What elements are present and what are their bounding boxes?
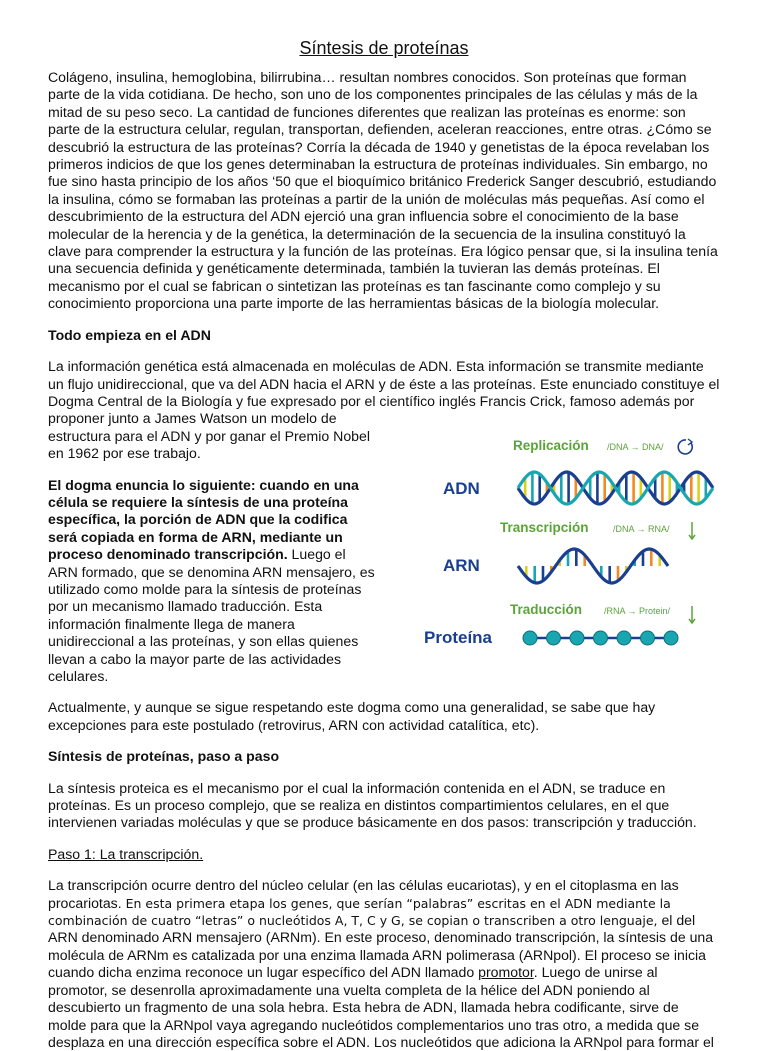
amino-acid-bead [594,631,608,645]
transcription-paragraph [48,877,720,1051]
amino-acid-bead [664,631,678,645]
heading-paso-a-paso: Síntesis de proteínas, paso a paso [48,748,280,765]
protein-bead-chain [523,631,678,645]
amino-acid-bead [641,631,655,645]
trans-text-c: el del ARN denominado ARN mensajero (ARNm). En este proceso, denominado transcripción, la síntesis de una molécula de ARNm es catalizada por una enzima llamada ARN polimerasa (ARNpol). El proceso se inicia cuando dicha enzima reconoce un lugar específico del ADN llamado [48,912,714,981]
document-page [48,38,720,1051]
dogma-diagram [418,426,718,656]
helix-strand [518,549,668,583]
dogma-paragraph [48,477,378,686]
label-proteina: Proteína [424,627,493,647]
dna-helix [518,472,713,504]
promotor-term: promotor [478,964,534,981]
exceptions-paragraph: Actualmente, y aunque se sigue respetando este dogma como una generalidad, se sabe que hay excepciones para este postulado (retrovirus, ARN con actividad catalítica, etc). [48,699,656,733]
figure-section [48,358,720,685]
intro-paragraph: Colágeno, insulina, hemoglobina, bilirrubina… resultan nombres conocidos. Son proteínas que forman parte de la vida cotidiana. De hecho, son uno de los componentes principales de las células y más de la mitad de su peso seco. La cantidad de funciones diferentes que realizan las proteínas es enorme: son parte de la estructura celular, regulan, transportan, defienden, aceleran reacciones, entre otras. ¿Cómo se descubrió la estructura de las proteínas? Corría la década de 1940 y genetistas de la época revelaban los primeros indicios de que los genes determinaban la estructura de proteínas individuales. Sin embargo, no fue sino hasta principio de los años ‘50 que el bioquímico británico Frederick Sanger descubrió, estudiando la insulina, cómo se formaban las proteínas a partir de la unión de moléculas más pequeñas. Así como el descubrimiento de la estructura del ADN ejerció una gran influencia sobre el conocimiento de la base molecular de la herencia y de la genética, la determinación de la secuencia de la insulina constituyó la clave para comprender la estructura y la función de las proteínas. Era lógico pensar que, si la insulina tenía una secuencia definida y genéticamente determinada, también la tuvieran las demás proteínas. El mecanismo por el cual se fabrican o sintetizan las proteínas es tan fascinante como complejo y su conocimiento proporciona una parte importe de las herramientas básicas de la biología molecular. [48,69,718,312]
label-transcripcion: Transcripción [500,519,589,535]
note-transcripcion: /DNA → RNA/ [613,523,670,534]
amino-acid-bead [547,631,561,645]
cycle-arrow-icon [678,440,692,454]
adn-paragraph: La información genética está almacenada en moléculas de ADN. Esta información se transmite mediante un flujo unidireccional, que va del ADN hacia el ARN y de éste a las proteínas. Este enunciado constituye el Dogma Central de la Biología y fue expresado por el científico inglés Francis Crick, famoso además por proponer junto a James Watson un modelo de [48,358,720,427]
heading-todo-empieza: Todo empieza en el ADN [48,326,211,343]
trans-text-d: . Luego de unirse al promotor, se desenrolla aproximadamente una vuelta completa de la hélice del ADN poniendo al descubierto un fragmento de una sola hebra. Esta hebra de ADN, llamada hebra codificante, sirve de molde para que la ARNpol vaya agregando nucleótidos complementarios uno tras otro, a medida que se desplaza en una dirección específica sobre el ADN. Los nucleótidos que adiciona la ARNpol para formar el [48,964,714,1050]
heading-transcripcion: Paso 1: La transcripción. [48,845,204,862]
dogma-bold-text: El dogma enuncia lo siguiente: cuando en una célula se requiere la síntesis de una proteína específica, la porción de ADN que la codifica será copiada en forma de ARN, mediante un proceso denominado transcripción. [48,476,359,563]
dogma-figure [418,426,718,656]
adn-paragraph-continued: estructura para el ADN y por ganar el Premio Nobel en 1962 por ese trabajo. [48,427,370,462]
label-adn: ADN [443,478,480,498]
amino-acid-bead [617,631,631,645]
amino-acid-bead [523,631,537,645]
rna-helix [518,549,668,583]
label-traduccion: Traducción [510,601,583,617]
page-title: Síntesis de proteínas [299,38,469,58]
trans-text-b: En esta primera etapa los genes, que serían “palabras” escritas en el ADN mediante la combinación de cuatro “letras” o nucleótidos A, T, C y G, se copian o transcriben a otro lenguaje, [48,895,671,929]
left-column [48,428,378,686]
trans-text-a: La transcripción ocurre dentro del núcleo celular (en las células eucariotas), y en el citoplasma en las procariotas. [48,877,679,911]
amino-acid-bead [570,631,584,645]
label-arn: ARN [443,555,480,575]
label-replicacion: Replicación [513,437,589,453]
note-replicacion: /DNA → DNA/ [607,441,664,452]
note-traduccion: /RNA → Protein/ [604,605,671,616]
dogma-rest-text: Luego el ARN formado, que se denomina ARN mensajero, es utilizado como molde para la síntesis de proteínas por un mecanismo llamado traducción. Esta información finalmente llega de manera unidireccional a las proteínas, y son ellas quienes llevan a cabo la mayor parte de las actividades celulares. [48,546,375,684]
paso-paragraph: La síntesis proteica es el mecanismo por el cual la información contenida en el ADN, se traduce en proteínas. Es un proceso complejo, que se realiza en distintos compartimientos celulares, en el que intervienen variadas moléculas y que se produce básicamente en dos pasos: transcripción y traducción. [48,779,697,831]
